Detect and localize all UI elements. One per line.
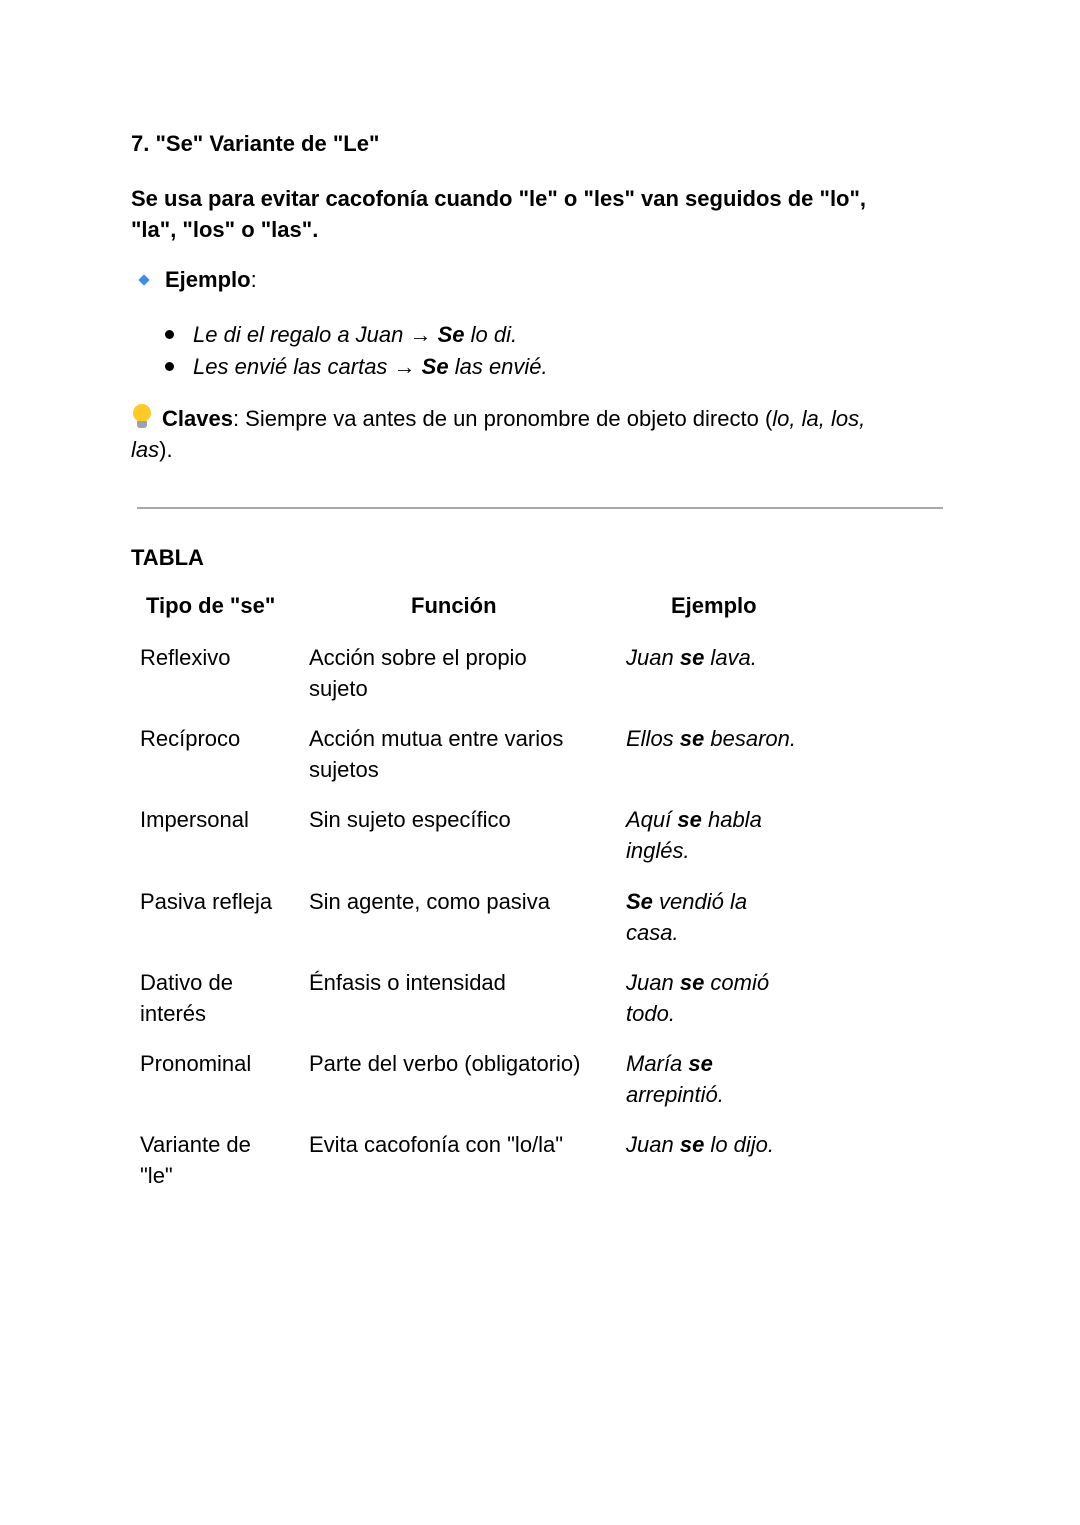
cell-line: Impersonal bbox=[140, 807, 249, 832]
cell-line: Juan se lava. bbox=[626, 645, 757, 670]
ejemplo-colon: : bbox=[250, 267, 257, 292]
cell-line: Parte del verbo (obligatorio) bbox=[309, 1051, 581, 1076]
cell-tipo bbox=[140, 1129, 251, 1191]
claves-label: Claves bbox=[162, 406, 233, 431]
cell-line: Juan se lo dijo. bbox=[626, 1132, 775, 1157]
bullet-icon bbox=[165, 330, 174, 339]
bullet-icon bbox=[165, 362, 174, 371]
cell-line: casa. bbox=[626, 920, 679, 945]
cell-line: Se vendió la bbox=[626, 889, 748, 914]
cell-funcion bbox=[309, 886, 550, 917]
cell-line: interés bbox=[140, 1001, 207, 1026]
cell-line: Variante de bbox=[140, 1132, 251, 1157]
cell-line: Sin sujeto específico bbox=[309, 807, 511, 832]
intro-line-2: "la", "los" o "las". bbox=[131, 217, 319, 242]
cell-ejemplo bbox=[626, 642, 757, 673]
cell-tipo bbox=[140, 723, 240, 754]
cell-ejemplo bbox=[626, 804, 762, 866]
cell-ejemplo bbox=[626, 967, 769, 1029]
cell-funcion bbox=[309, 723, 563, 785]
cell-funcion bbox=[309, 642, 527, 704]
cell-line: Reflexivo bbox=[140, 645, 231, 670]
cell-line: Énfasis o intensidad bbox=[309, 970, 506, 995]
cell-line: sujeto bbox=[309, 676, 368, 701]
example-text-end: las envié. bbox=[448, 354, 548, 379]
cell-line: "le" bbox=[140, 1163, 173, 1188]
cell-line: Dativo de bbox=[140, 970, 233, 995]
blue-diamond-icon bbox=[138, 274, 149, 285]
cell-line: todo. bbox=[626, 1001, 675, 1026]
claves-note bbox=[131, 403, 951, 465]
cell-line: Pronominal bbox=[140, 1051, 252, 1076]
cell-tipo bbox=[140, 1048, 251, 1079]
example-text-end: lo di. bbox=[464, 322, 518, 347]
example-bold: Se bbox=[437, 322, 465, 347]
claves-end: ). bbox=[159, 437, 173, 462]
claves-italic: lo, la, los, bbox=[772, 406, 866, 431]
cell-line: arrepintió. bbox=[626, 1082, 724, 1107]
cell-tipo bbox=[140, 804, 249, 835]
cell-line: Aquí se habla bbox=[626, 807, 762, 832]
list-item bbox=[165, 351, 548, 383]
list-item bbox=[165, 319, 548, 351]
cell-line: Recíproco bbox=[140, 726, 241, 751]
table-header-ejemplo: Ejemplo bbox=[671, 593, 757, 618]
cell-line: Evita cacofonía con "lo/la" bbox=[309, 1132, 564, 1157]
claves-italic-2: las bbox=[131, 437, 160, 462]
cell-line: inglés. bbox=[626, 838, 690, 863]
intro-paragraph bbox=[131, 183, 951, 245]
cell-ejemplo bbox=[626, 723, 796, 754]
cell-line: Juan se comió bbox=[626, 970, 770, 995]
table-header-tipo: Tipo de "se" bbox=[146, 593, 276, 618]
example-text: Les envié las cartas → bbox=[193, 354, 422, 379]
cell-ejemplo bbox=[626, 1048, 724, 1110]
table-title: TABLA bbox=[131, 545, 204, 570]
cell-line: María se bbox=[626, 1051, 713, 1076]
cell-ejemplo bbox=[626, 886, 747, 948]
cell-line: sujetos bbox=[309, 757, 379, 782]
table-header-funcion: Función bbox=[411, 593, 497, 618]
cell-ejemplo bbox=[626, 1129, 774, 1160]
example-text: Le di el regalo a Juan → bbox=[193, 322, 438, 347]
cell-line: Ellos se besaron. bbox=[626, 726, 797, 751]
cell-funcion bbox=[309, 804, 511, 835]
ejemplo-label: Ejemplo bbox=[165, 267, 251, 292]
cell-funcion bbox=[309, 1129, 563, 1160]
cell-line: Sin agente, como pasiva bbox=[309, 889, 550, 914]
example-list bbox=[165, 319, 548, 383]
section-heading: 7. "Se" Variante de "Le" bbox=[131, 131, 380, 156]
cell-line: Acción mutua entre varios bbox=[309, 726, 564, 751]
cell-line: Acción sobre el propio bbox=[309, 645, 527, 670]
cell-line: Pasiva refleja bbox=[140, 889, 273, 914]
claves-text: : Siempre va antes de un pronombre de objeto directo ( bbox=[232, 406, 773, 431]
cell-funcion bbox=[309, 1048, 580, 1079]
intro-line-1: Se usa para evitar cacofonía cuando "le" o "les" van seguidos de "lo", bbox=[131, 186, 867, 211]
cell-funcion bbox=[309, 967, 506, 998]
horizontal-rule bbox=[137, 507, 943, 509]
lightbulb-icon bbox=[131, 404, 153, 430]
cell-tipo bbox=[140, 886, 272, 917]
ejemplo-heading bbox=[138, 267, 257, 293]
cell-tipo bbox=[140, 967, 233, 1029]
example-bold: Se bbox=[421, 354, 449, 379]
cell-tipo bbox=[140, 642, 230, 673]
